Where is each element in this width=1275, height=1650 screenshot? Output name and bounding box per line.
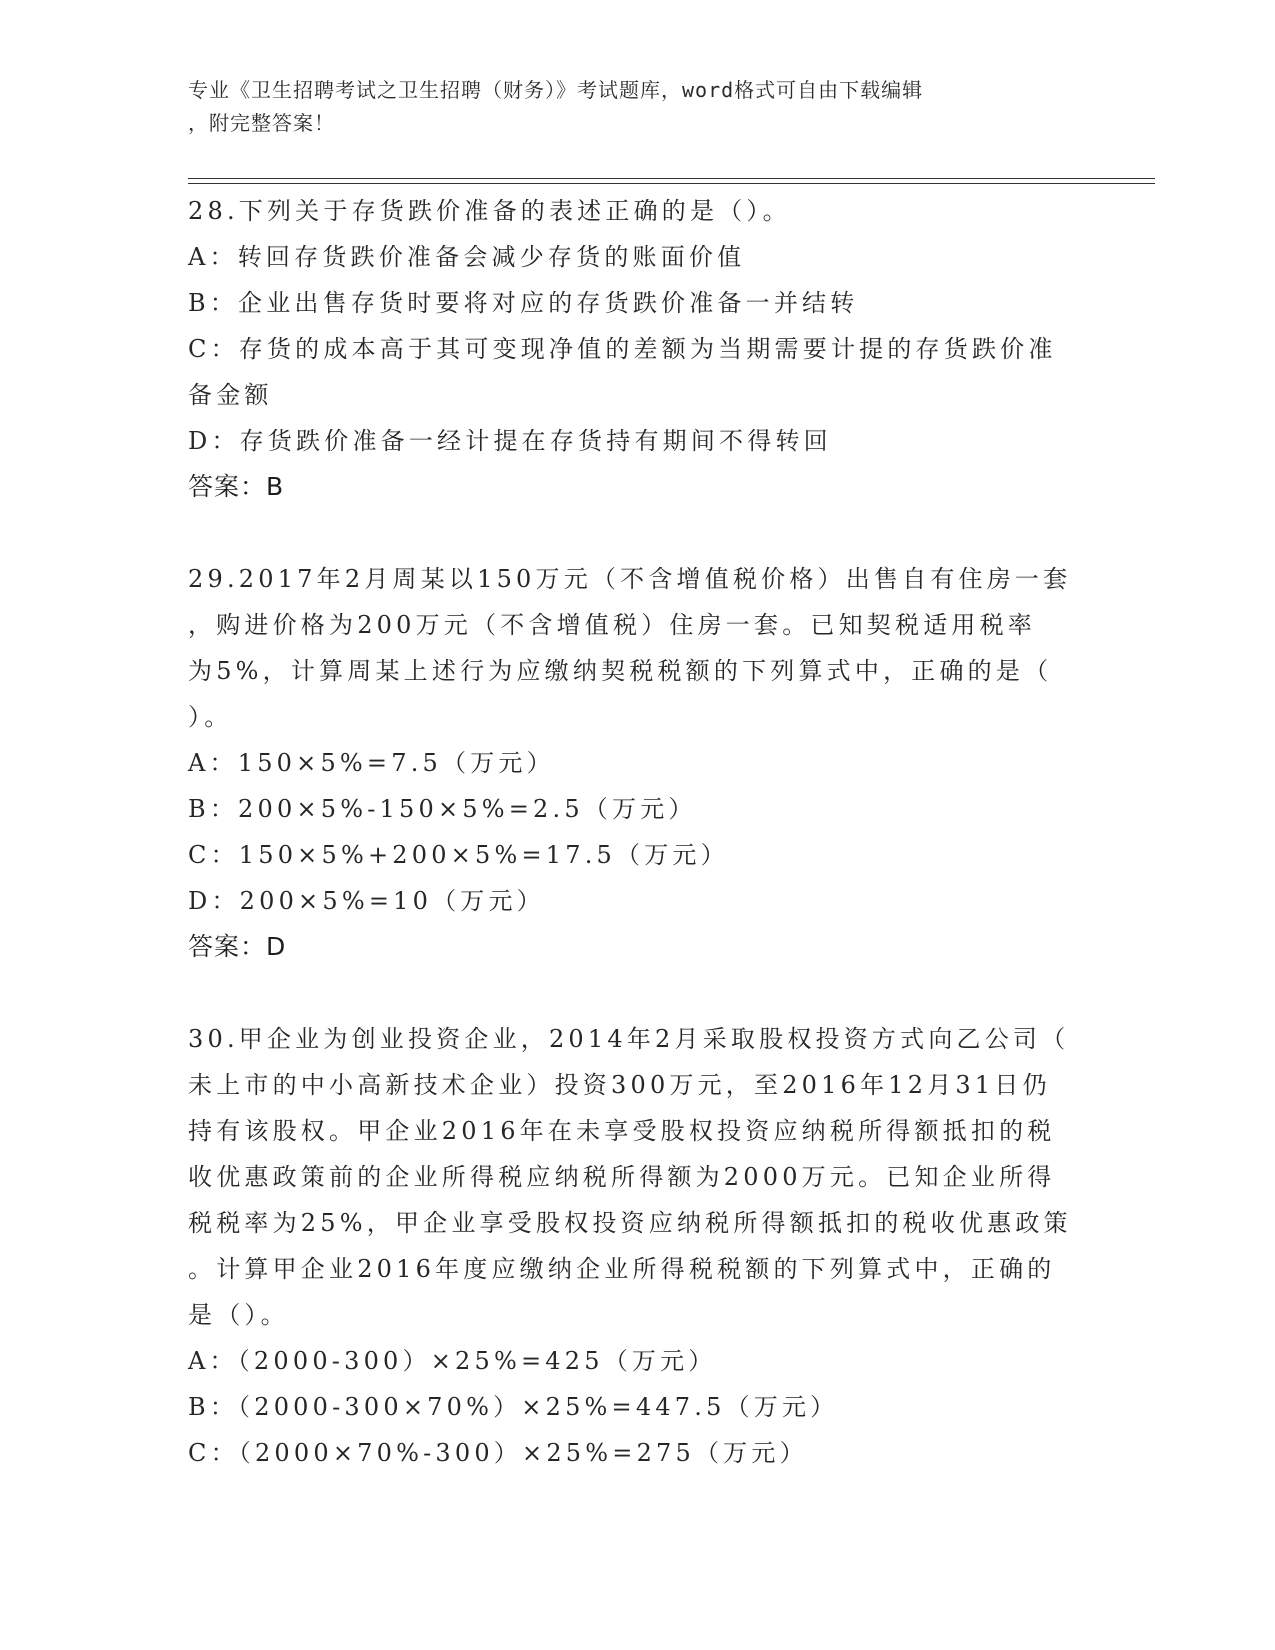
question-stem-continued: 是（）。 bbox=[188, 1301, 289, 1329]
option-c: C：150×5%+200×5%=17.5（万元） bbox=[188, 841, 729, 869]
option-c: C：（2000×70%-300）×25%=275（万元） bbox=[188, 1439, 808, 1467]
question-30 bbox=[188, 1016, 1088, 1476]
option-d: D：存货跌价准备一经计提在存货持有期间不得转回 bbox=[188, 427, 832, 455]
question-stem-continued: 未上市的中小高新技术企业）投资300万元，至2016年12月31日仍 bbox=[188, 1071, 1051, 1099]
question-stem-continued: ，购进价格为200万元（不含增值税）住房一套。已知契税适用税率 bbox=[188, 611, 1037, 639]
spacer bbox=[188, 510, 1088, 556]
header-line-1: 专业《卫生招聘考试之卫生招聘（财务）》考试题库，word格式可自由下载编辑 bbox=[188, 78, 924, 102]
question-list bbox=[188, 188, 1088, 1476]
option-c-continued: 备金额 bbox=[188, 381, 273, 409]
option-d: D：200×5%=10（万元） bbox=[188, 887, 545, 915]
option-a: A：（2000-300）×25%=425（万元） bbox=[188, 1347, 717, 1375]
question-stem: 28.下列关于存货跌价准备的表述正确的是（）。 bbox=[188, 197, 791, 225]
header-line-2: ，附完整答案！ bbox=[188, 111, 335, 135]
document-header bbox=[188, 74, 1088, 140]
option-a: A：转回存货跌价准备会减少存货的账面价值 bbox=[188, 243, 746, 271]
answer-label: 答案：D bbox=[188, 932, 287, 961]
question-stem-continued: 。计算甲企业2016年度应缴纳企业所得税税额的下列算式中，正确的 bbox=[188, 1255, 1056, 1283]
question-stem-continued: 收优惠政策前的企业所得税应纳税所得额为2000万元。已知企业所得 bbox=[188, 1163, 1056, 1191]
question-28 bbox=[188, 188, 1088, 510]
header-divider-bottom bbox=[188, 183, 1155, 184]
question-stem-continued: 为5%，计算周某上述行为应缴纳契税税额的下列算式中，正确的是（ bbox=[188, 657, 1053, 685]
question-stem-continued: 持有该股权。甲企业2016年在未享受股权投资应纳税所得额抵扣的税 bbox=[188, 1117, 1056, 1145]
option-a: A：150×5%=7.5（万元） bbox=[188, 749, 555, 777]
question-stem: 30.甲企业为创业投资企业，2014年2月采取股权投资方式向乙公司（ bbox=[188, 1025, 1070, 1053]
spacer bbox=[188, 970, 1088, 1016]
question-stem-continued: ）。 bbox=[188, 703, 233, 731]
question-stem-continued: 税税率为25%，甲企业享受股权投资应纳税所得额抵扣的税收优惠政策 bbox=[188, 1209, 1072, 1237]
question-29 bbox=[188, 556, 1088, 970]
question-stem: 29.2017年2月周某以150万元（不含增值税价格）出售自有住房一套 bbox=[188, 565, 1072, 593]
option-b: B：200×5%-150×5%=2.5（万元） bbox=[188, 795, 697, 823]
option-c: C：存货的成本高于其可变现净值的差额为当期需要计提的存货跌价准 bbox=[188, 335, 1057, 363]
header-divider-top bbox=[188, 178, 1155, 179]
option-b: B：企业出售存货时要将对应的存货跌价准备一并结转 bbox=[188, 289, 859, 317]
option-b: B：（2000-300×70%）×25%=447.5（万元） bbox=[188, 1393, 839, 1421]
answer-label: 答案：B bbox=[188, 472, 285, 501]
